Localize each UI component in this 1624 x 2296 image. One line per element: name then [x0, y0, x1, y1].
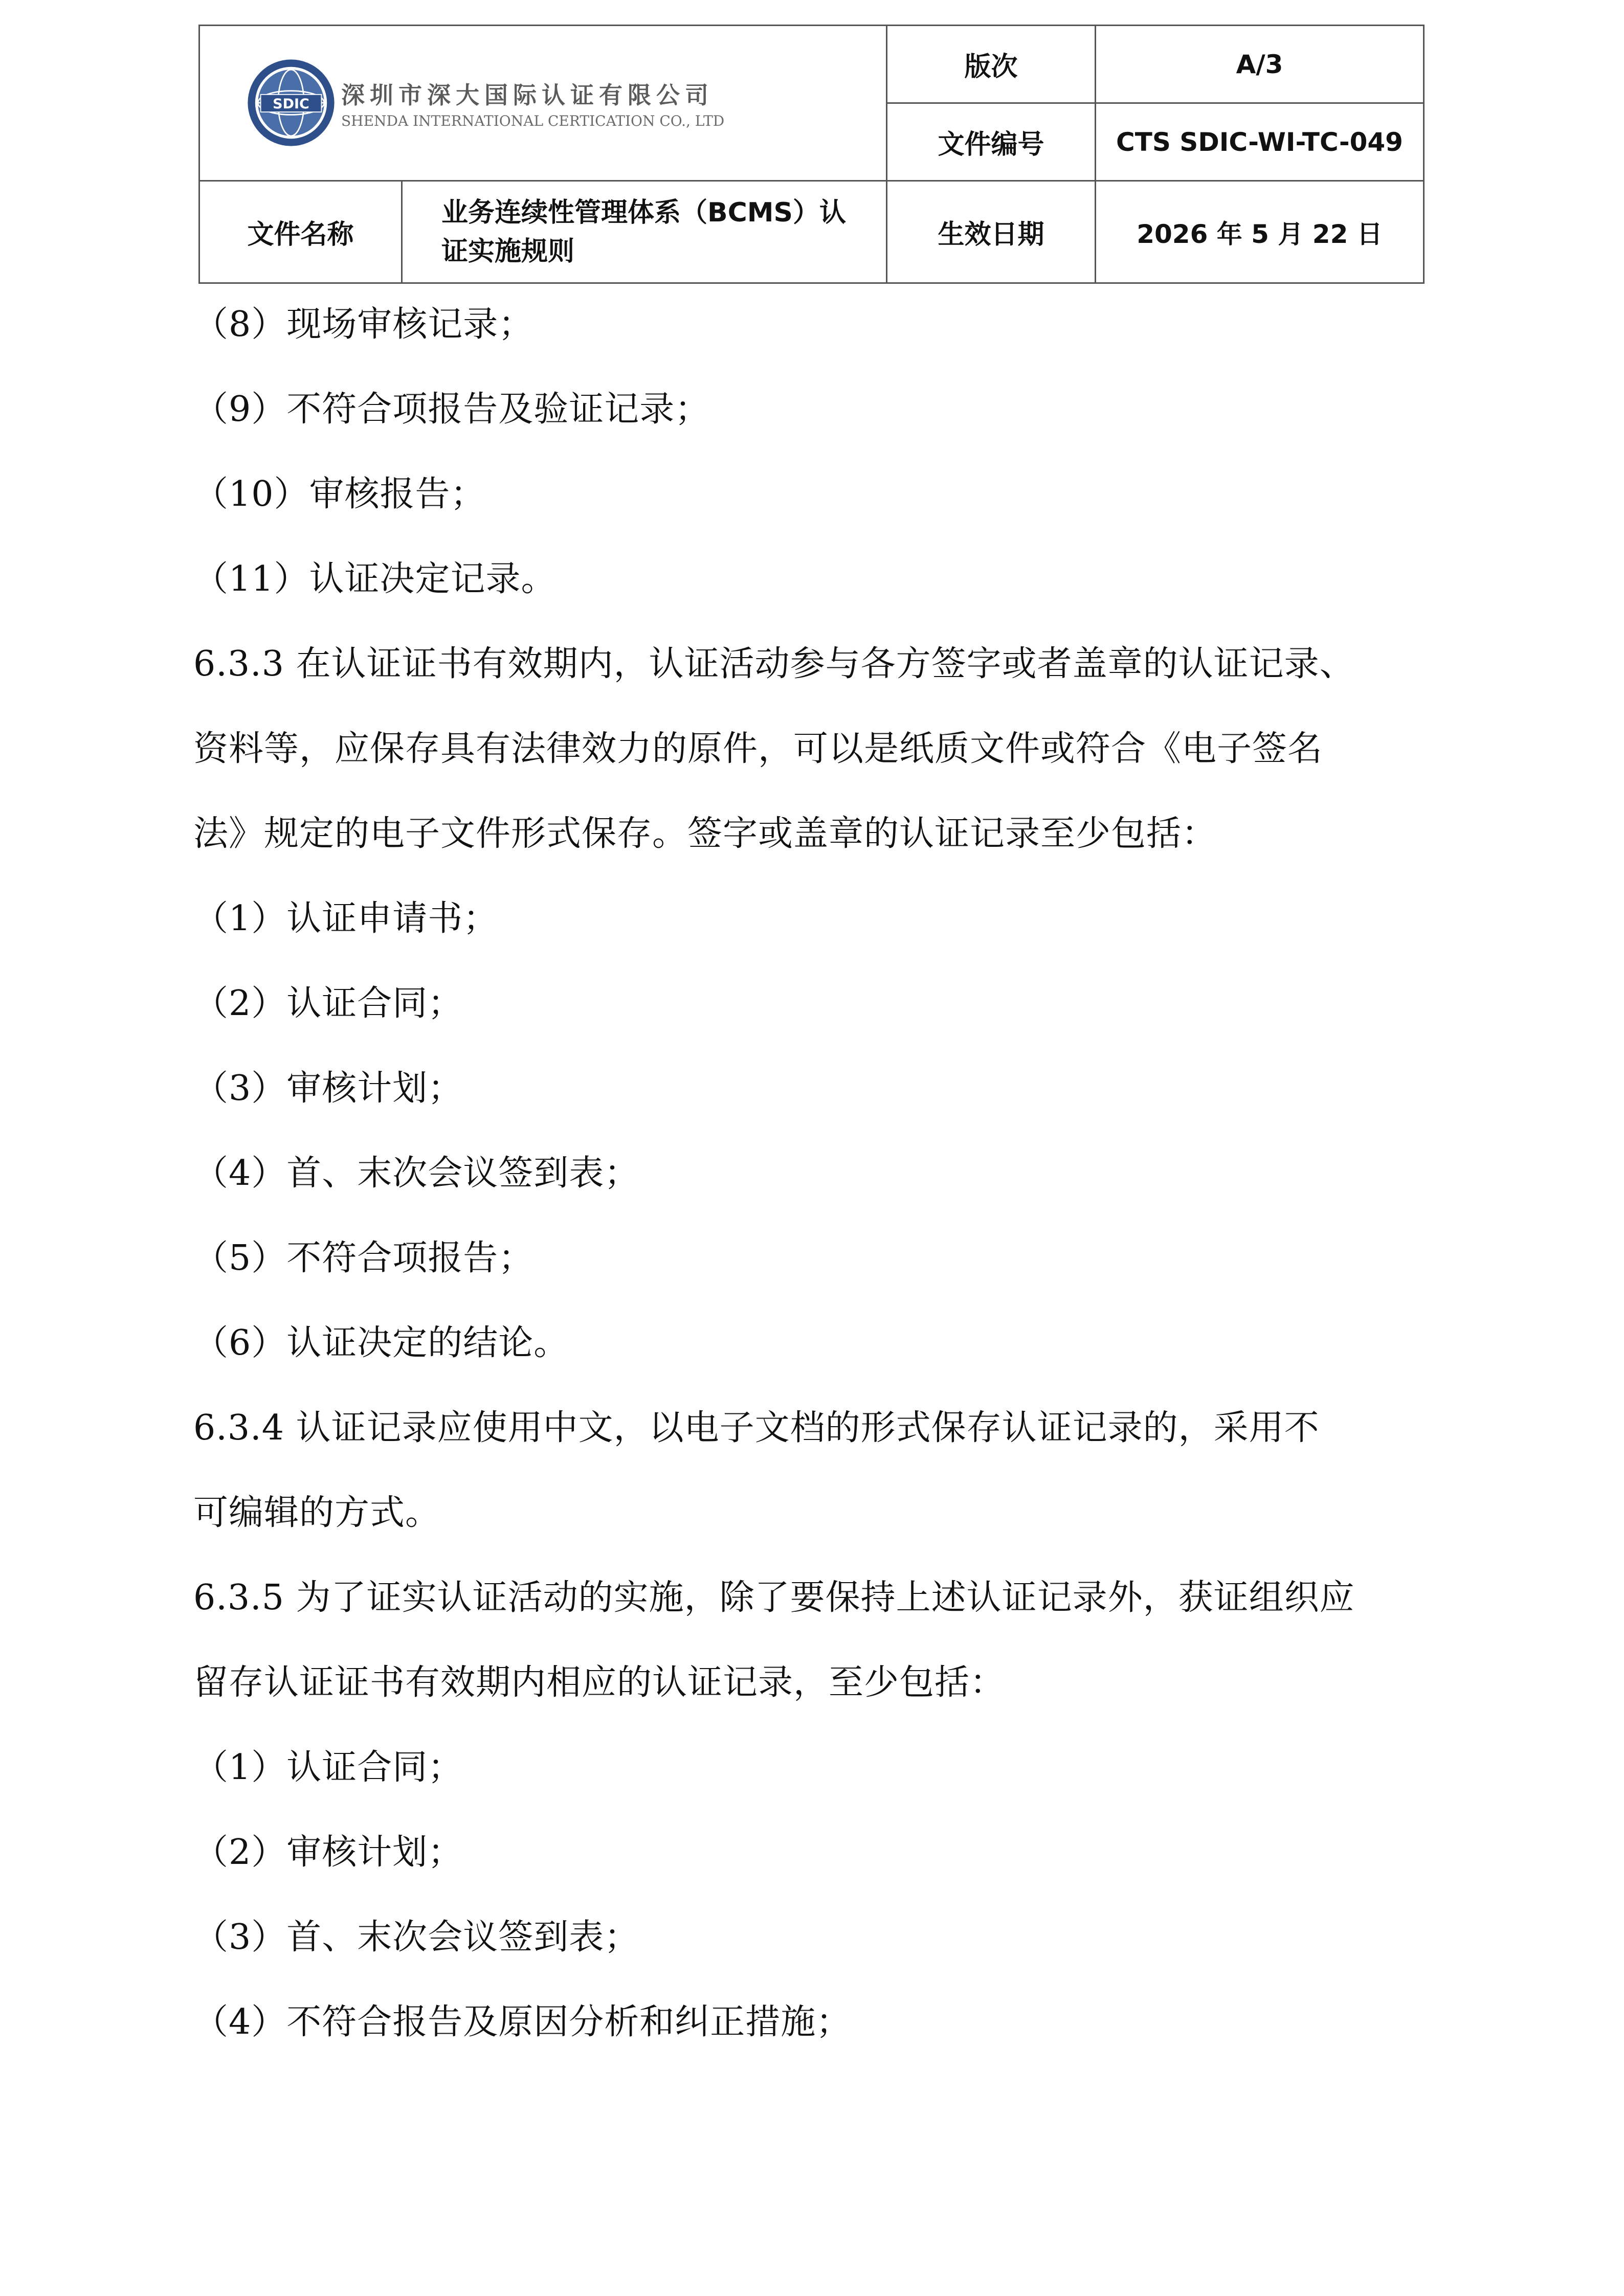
text-line: 6.3.3 在认证证书有效期内，认证活动参与各方签字或者盖章的认证记录、 — [193, 644, 1355, 684]
effective-date-label: 生效日期 — [887, 181, 1096, 283]
text-line: （3）首、末次会议签到表； — [193, 1917, 640, 1957]
doc-number-value: CTS SDIC-WI-TC-049 — [1096, 103, 1424, 181]
text-line: 资料等，应保存具有法律效力的原件，可以是纸质文件或符合《电子签名 — [193, 729, 1323, 769]
text-line: （8）现场审核记录； — [193, 304, 534, 345]
company-logo-cell — [199, 26, 887, 181]
text-line: 6.3.4 认证记录应使用中文，以电子文档的形式保存认证记录的，采用不 — [193, 1408, 1320, 1448]
text-line: 法》规定的电子文件形式保存。签字或盖章的认证记录至少包括： — [193, 814, 1217, 854]
version-value: A/3 — [1096, 26, 1424, 103]
text-line: （3）审核计划； — [193, 1068, 463, 1109]
company-logo — [245, 57, 724, 149]
text-line: 6.3.5 为了证实认证活动的实施，除了要保持上述认证记录外，获证组织应 — [193, 1578, 1355, 1618]
doc-name-line1: 业务连续性管理体系（BCMS）认 — [441, 197, 846, 228]
company-name-en: SHENDA INTERNATIONAL CERTICATION CO., LTD — [341, 112, 725, 129]
text-line: （6）认证决定的结论。 — [193, 1323, 569, 1363]
text-line: （11）认证决定记录。 — [193, 559, 557, 599]
text-line: 可编辑的方式。 — [193, 1493, 441, 1533]
document-body — [193, 297, 1457, 2079]
text-line: （4）首、末次会议签到表； — [193, 1153, 640, 1194]
text-line: （1）认证合同； — [193, 1747, 463, 1788]
text-line: （10）审核报告； — [193, 474, 486, 514]
version-label: 版次 — [887, 26, 1096, 103]
doc-name-label: 文件名称 — [199, 181, 402, 283]
text-line: （4）不符合报告及原因分析和纠正措施； — [193, 2002, 852, 2042]
sdic-seal-icon — [245, 57, 337, 149]
doc-name-line2: 证实施规则 — [441, 236, 575, 267]
document-header-table — [198, 25, 1425, 284]
text-line: （2）认证合同； — [193, 983, 463, 1024]
company-name-cn: 深圳市深大国际认证有限公司 — [341, 81, 714, 109]
doc-name-value — [402, 181, 887, 283]
text-line: （5）不符合项报告； — [193, 1238, 534, 1278]
text-line: （2）审核计划； — [193, 1832, 463, 1873]
text-line: （1）认证申请书； — [193, 898, 499, 939]
text-line: （9）不符合项报告及验证记录； — [193, 389, 710, 430]
effective-date-value: 2026 年 5 月 22 日 — [1096, 181, 1424, 283]
logo-text: SDIC — [273, 96, 309, 112]
text-line: 留存认证证书有效期内相应的认证记录，至少包括： — [193, 1662, 1006, 1703]
doc-number-label: 文件编号 — [887, 103, 1096, 181]
